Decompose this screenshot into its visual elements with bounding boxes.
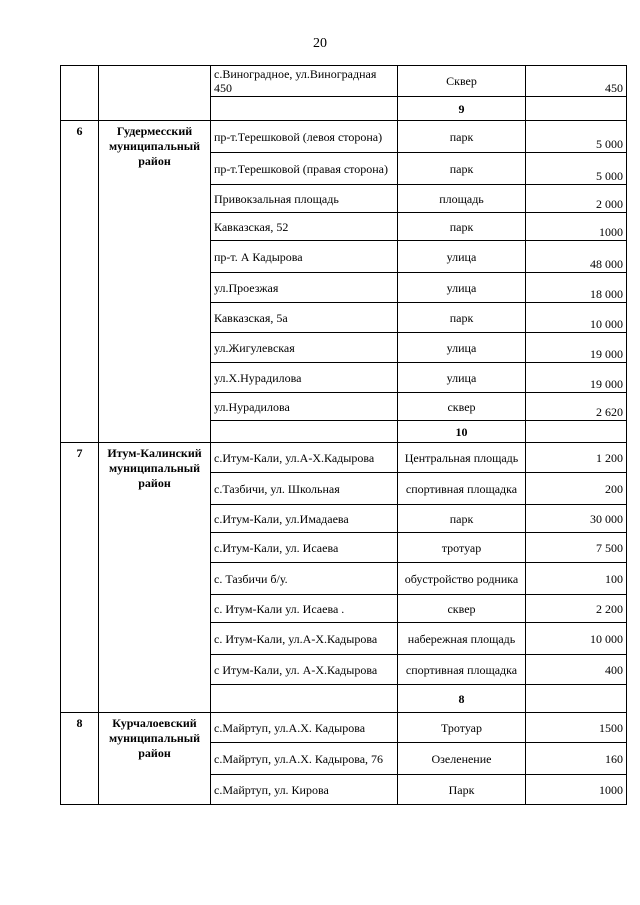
territory-table xyxy=(60,65,627,805)
address-cell: с. Итум-Кали, ул.А-Х.Кадырова xyxy=(211,623,398,655)
table-row xyxy=(61,121,627,153)
object-type-cell: парк xyxy=(398,213,526,241)
area-cell: 5 000 xyxy=(526,153,627,185)
area-cell: 2 620 xyxy=(526,393,627,421)
area-cell: 1 200 xyxy=(526,443,627,473)
object-type-cell: набережная площадь xyxy=(398,623,526,655)
address-cell: Кавказская, 52 xyxy=(211,213,398,241)
address-cell: с.Итум-Кали, ул.Имадаева xyxy=(211,505,398,533)
object-type-cell: улица xyxy=(398,241,526,273)
area-cell: 10 000 xyxy=(526,303,627,333)
area-cell: 19 000 xyxy=(526,333,627,363)
address-cell: с.Майртуп, ул.А.Х. Кадырова, 76 xyxy=(211,743,398,775)
row-number: 8 xyxy=(61,713,99,805)
area-cell: 10 000 xyxy=(526,623,627,655)
area-cell: 2 000 xyxy=(526,185,627,213)
address-cell: ул.Жигулевская xyxy=(211,333,398,363)
object-count: 10 xyxy=(398,421,526,443)
district-name: Курчалоевский муниципальный район xyxy=(99,713,211,805)
object-type-cell: Парк xyxy=(398,775,526,805)
address-cell: с. Итум-Кали ул. Исаева . xyxy=(211,595,398,623)
address-cell: с.Тазбичи, ул. Школьная xyxy=(211,473,398,505)
area-cell: 200 xyxy=(526,473,627,505)
address-cell: с.Майртуп, ул. Кирова xyxy=(211,775,398,805)
area-cell: 2 200 xyxy=(526,595,627,623)
address-cell: с.Майртуп, ул.А.Х. Кадырова xyxy=(211,713,398,743)
address-cell: пр-т.Терешковой (левоя сторона) xyxy=(211,121,398,153)
area-cell: 48 000 xyxy=(526,241,627,273)
object-type-cell: улица xyxy=(398,363,526,393)
address-cell: с.Виноградное, ул.Виноградная 450 xyxy=(211,66,398,97)
address-cell: ул.Нурадилова xyxy=(211,393,398,421)
area-cell: 18 000 xyxy=(526,273,627,303)
object-type-cell: парк xyxy=(398,505,526,533)
object-type-cell: Сквер xyxy=(398,66,526,97)
address-cell: пр-т. А Кадырова xyxy=(211,241,398,273)
empty-cell xyxy=(526,685,627,713)
empty-cell xyxy=(211,421,398,443)
area-cell: 7 500 xyxy=(526,533,627,563)
address-cell: с. Тазбичи б/у. xyxy=(211,563,398,595)
address-cell: Кавказская, 5а xyxy=(211,303,398,333)
object-type-cell: Центральная площадь xyxy=(398,443,526,473)
area-cell: 1500 xyxy=(526,713,627,743)
address-cell: с.Итум-Кали, ул.А-Х.Кадырова xyxy=(211,443,398,473)
area-cell: 30 000 xyxy=(526,505,627,533)
address-cell: с.Итум-Кали, ул. Исаева xyxy=(211,533,398,563)
area-cell: 1000 xyxy=(526,775,627,805)
page-number: 20 xyxy=(313,36,327,51)
object-count: 9 xyxy=(398,97,526,121)
object-type-cell: площадь xyxy=(398,185,526,213)
address-cell: ул.Проезжая xyxy=(211,273,398,303)
object-type-cell: сквер xyxy=(398,393,526,421)
address-cell: ул.Х.Нурадилова xyxy=(211,363,398,393)
row-number: 7 xyxy=(61,443,99,713)
object-type-cell: парк xyxy=(398,121,526,153)
object-type-cell: улица xyxy=(398,333,526,363)
table-row xyxy=(61,713,627,743)
row-number xyxy=(61,66,99,121)
empty-cell xyxy=(526,421,627,443)
empty-cell xyxy=(526,97,627,121)
district-name xyxy=(99,66,211,121)
district-name: Итум-Калинский муниципальный район xyxy=(99,443,211,713)
row-number: 6 xyxy=(61,121,99,443)
empty-cell xyxy=(211,685,398,713)
object-type-cell: спортивная площадка xyxy=(398,473,526,505)
address-cell: пр-т.Терешковой (правая сторона) xyxy=(211,153,398,185)
area-cell: 5 000 xyxy=(526,121,627,153)
object-type-cell: улица xyxy=(398,273,526,303)
area-cell: 160 xyxy=(526,743,627,775)
area-cell: 19 000 xyxy=(526,363,627,393)
area-cell: 400 xyxy=(526,655,627,685)
district-name: Гудермесский муниципальный район xyxy=(99,121,211,443)
table-row xyxy=(61,66,627,97)
object-count: 8 xyxy=(398,685,526,713)
object-type-cell: сквер xyxy=(398,595,526,623)
object-type-cell: Тротуар xyxy=(398,713,526,743)
area-cell: 450 xyxy=(526,66,627,97)
area-cell: 100 xyxy=(526,563,627,595)
table-row xyxy=(61,443,627,473)
object-type-cell: Озеленение xyxy=(398,743,526,775)
object-type-cell: обустройство родника xyxy=(398,563,526,595)
table-body xyxy=(61,66,627,805)
empty-cell xyxy=(211,97,398,121)
object-type-cell: парк xyxy=(398,303,526,333)
address-cell: Привокзальная площадь xyxy=(211,185,398,213)
object-type-cell: спортивная площадка xyxy=(398,655,526,685)
area-cell: 1000 xyxy=(526,213,627,241)
object-type-cell: парк xyxy=(398,153,526,185)
address-cell: с Итум-Кали, ул. А-Х.Кадырова xyxy=(211,655,398,685)
object-type-cell: тротуар xyxy=(398,533,526,563)
